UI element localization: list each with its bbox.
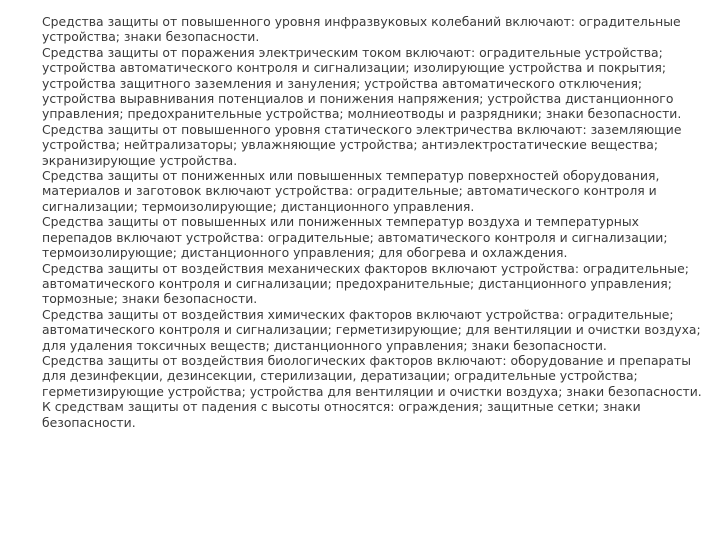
paragraph-chemical-factors [42, 306, 701, 353]
text-line: Средства защиты от воздействия биологических факторов включают: оборудование и препараты [42, 352, 692, 368]
text-line: устройства выравнивания потенциалов и понижения напряжения; устройства дистанционного [42, 91, 674, 107]
text-line: материалов и заготовок включают устройства: оградительные; автоматического контроля и [42, 183, 657, 199]
text-line: термоизолирующие; дистанционного управления; для обогрева и охлаждения. [42, 245, 568, 261]
document-body [42, 14, 702, 430]
text-line: Средства защиты от поражения электрическим током включают: оградительные устройства; [42, 44, 663, 60]
text-line: Средства защиты от повышенного уровня инфразвуковых колебаний включают: оградительные [42, 14, 681, 29]
text-line: Средства защиты от воздействия химических факторов включают устройства: оградительные; [42, 306, 674, 322]
paragraph-biological-factors [42, 352, 702, 399]
text-line: управления; предохранительные устройства; молниеотводы и разрядники; знаки безопасности. [42, 106, 682, 122]
text-line: сигнализации; термоизолирующие; дистанционного управления. [42, 198, 475, 214]
text-line: для дезинфекции, дезинсекции, стерилизации, дератизации; оградительные устройства; [42, 368, 638, 384]
paragraph-air-temperatures [42, 214, 698, 260]
text-line: безопасности. [42, 414, 136, 430]
paragraph-electric-shock [42, 45, 698, 122]
text-line: Средства защиты от воздействия механических факторов включают устройства: оградительные; [42, 260, 689, 276]
paragraph-infrasound [42, 14, 698, 45]
text-line: К средствам защиты от падения с высоты относятся: ограждения; защитные сетки; знаки [42, 399, 641, 415]
text-line: герметизирующие устройства; устройства для вентиляции и очистки воздуха; знаки безопасности. [42, 383, 702, 399]
text-line: Средства защиты от пониженных или повышенных температур поверхностей оборудования, [42, 168, 660, 184]
text-line: устройства защитного заземления и зануления; устройства автоматического отключения; [42, 75, 643, 91]
text-line: тормозные; знаки безопасности. [42, 291, 258, 307]
text-line: для удаления токсичных веществ; дистанционного управления; знаки безопасности. [42, 337, 607, 353]
text-line: автоматического контроля и сигнализации; герметизирующие; для вентиляции и очистки воздуха; [42, 322, 701, 338]
paragraph-fall-protection [42, 399, 698, 430]
text-line: перепадов включают устройства: оградительные; автоматического контроля и сигнализации; [42, 229, 668, 245]
text-line: Средства защиты от повышенного уровня статического электричества включают: заземляющие [42, 121, 682, 137]
text-line: экранизирующие устройства. [42, 152, 238, 168]
paragraph-mechanical-factors [42, 261, 698, 307]
text-line: Средства защиты от повышенных или пониженных температур воздуха и температурных [42, 214, 639, 230]
text-line: автоматического контроля и сигнализации; предохранительные; дистанционного управления; [42, 275, 672, 291]
paragraph-static-electricity [42, 122, 698, 168]
text-line: устройства; нейтрализаторы; увлажняющие устройства; антиэлектростатические вещества; [42, 137, 659, 153]
text-line: устройства автоматического контроля и сигнализации; изолирующие устройства и покрытия; [42, 60, 667, 76]
paragraph-surface-temperatures [42, 168, 698, 214]
text-line: устройства; знаки безопасности. [42, 29, 260, 45]
